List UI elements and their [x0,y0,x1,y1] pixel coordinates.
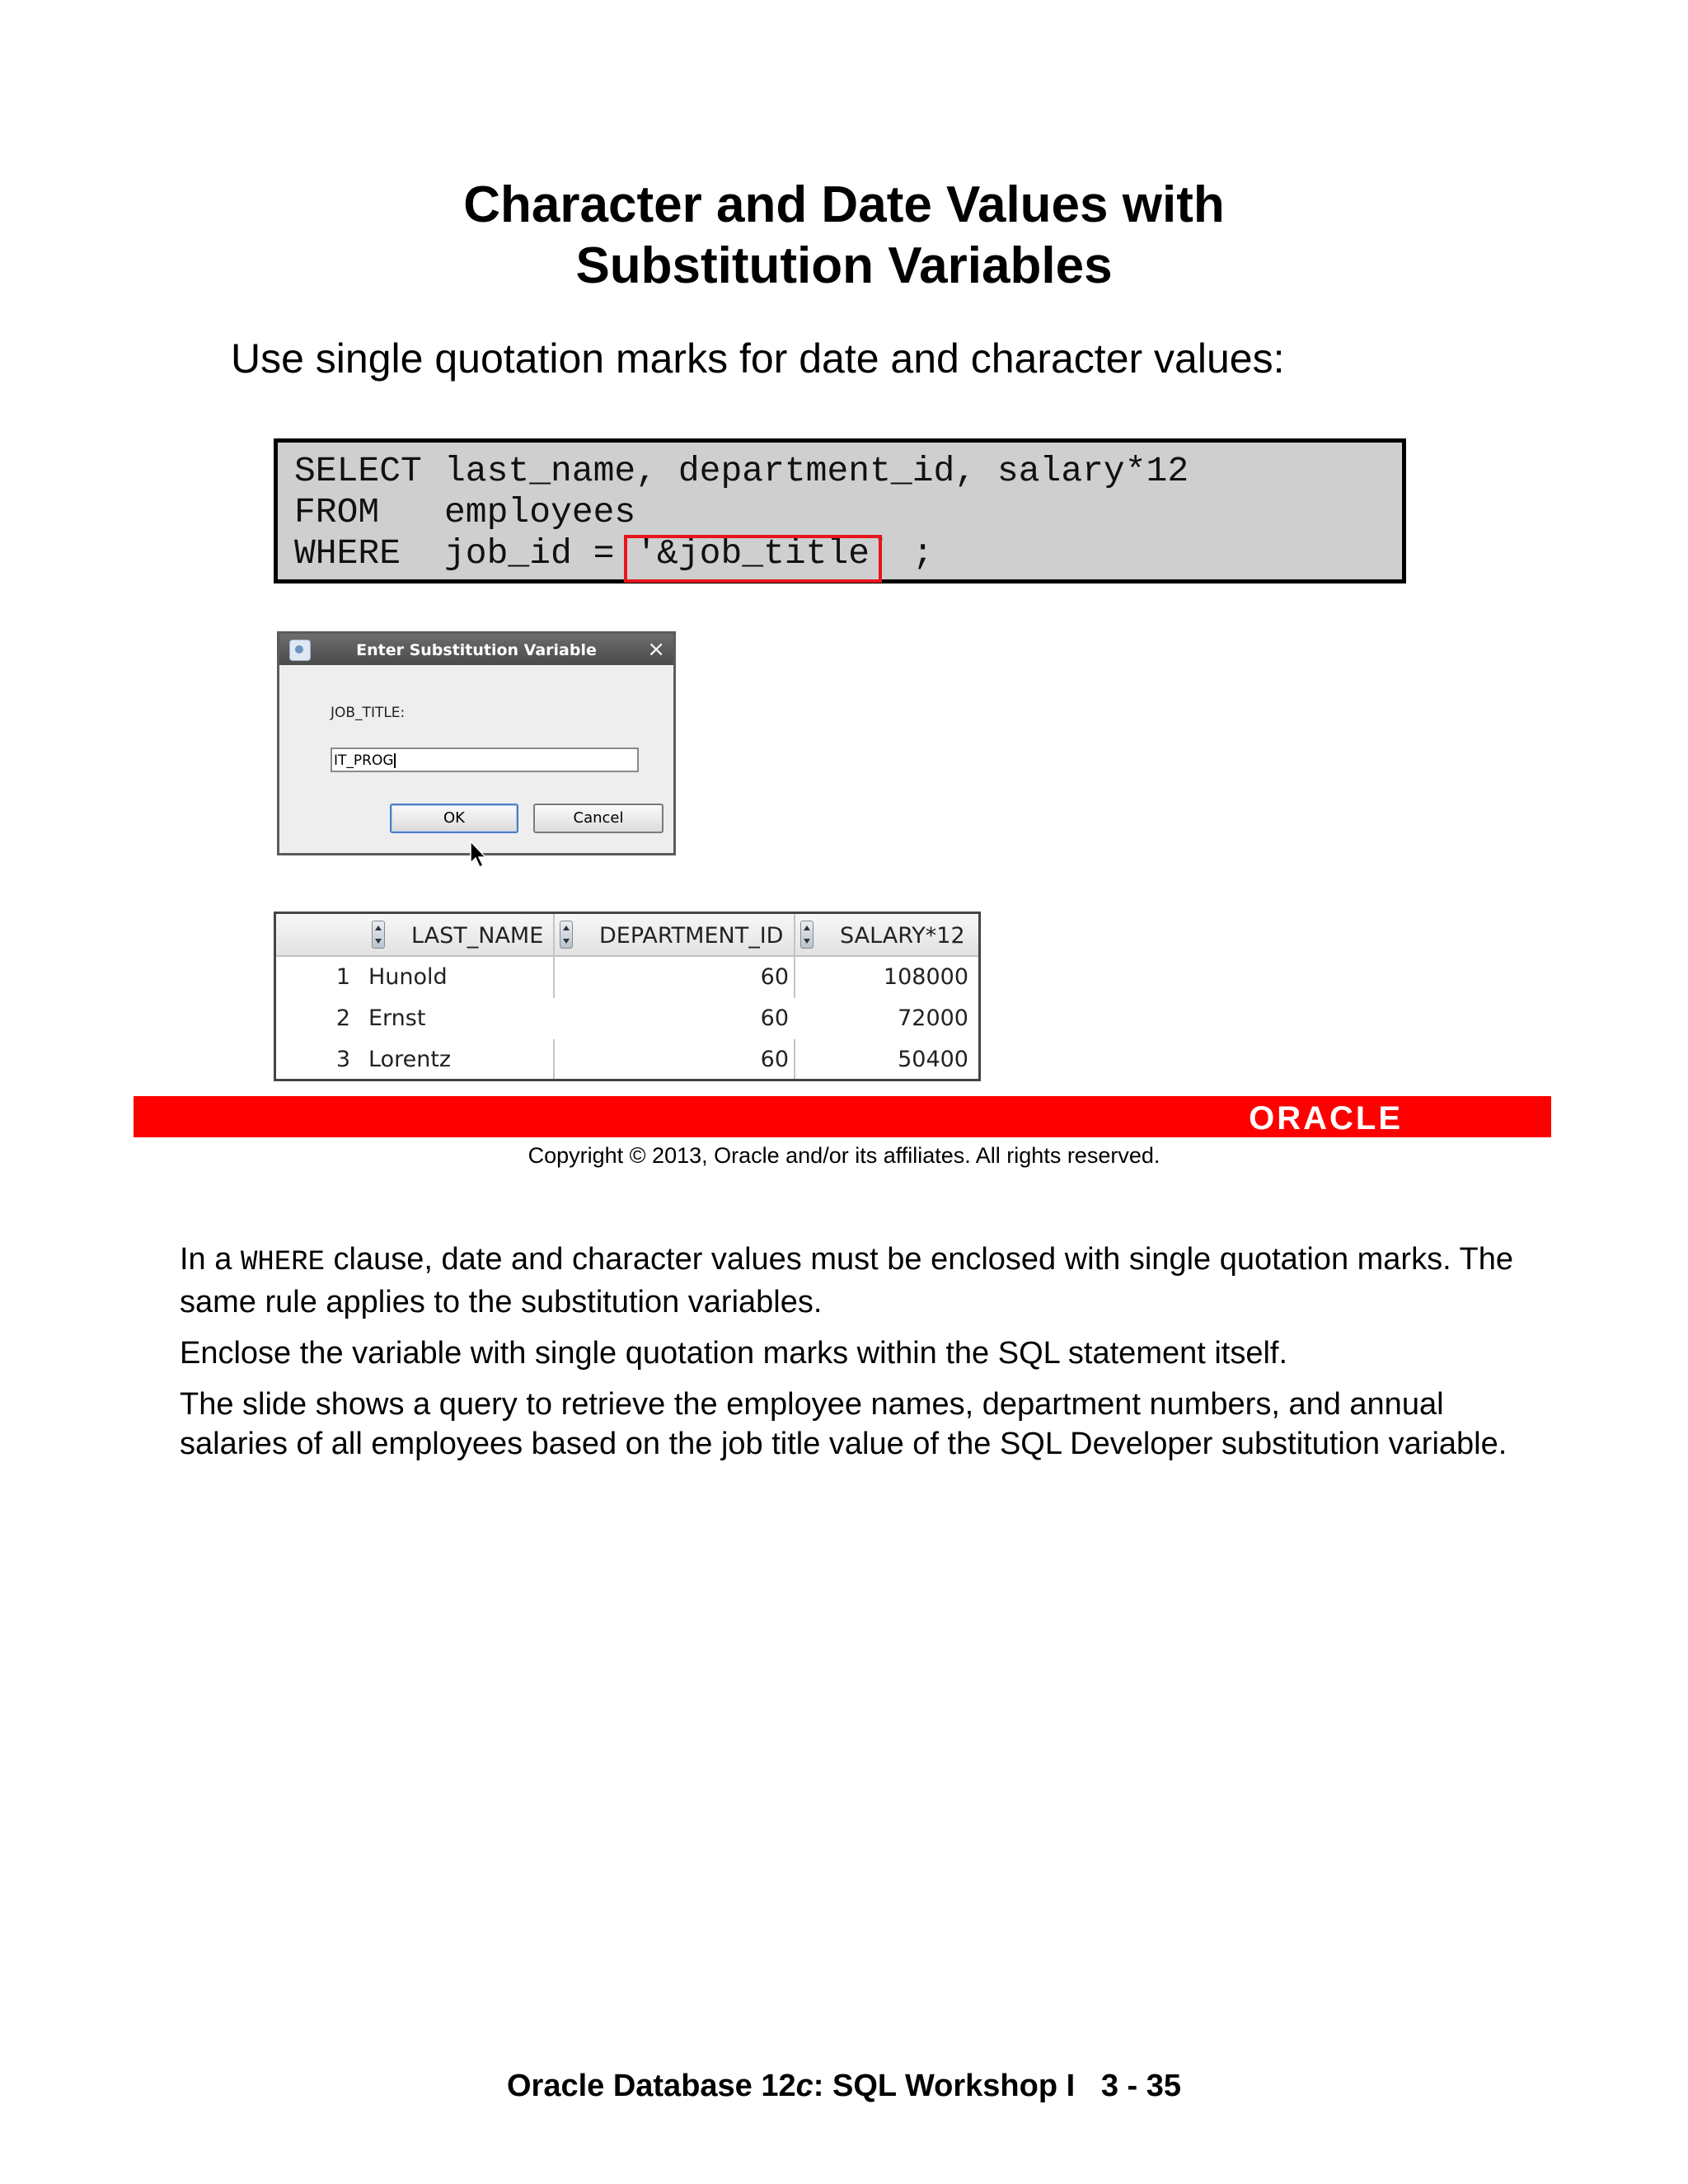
title-line-2: Substitution Variables [575,237,1113,294]
row-number: 3 [335,1047,350,1072]
table-row[interactable] [276,998,978,1039]
results-header [276,914,978,957]
oracle-red-band [134,1096,1551,1137]
cancel-button[interactable]: Cancel [533,804,663,833]
cell-department-id: 60 [760,1005,789,1031]
row-number: 1 [335,964,350,990]
sort-icon[interactable] [800,921,814,949]
cell-salary: 108000 [883,964,968,990]
column-header-last-name[interactable]: LAST_NAME [411,923,544,949]
code-substitution-variable: '&job_title' [635,533,891,574]
cell-salary: 72000 [898,1005,968,1031]
sql-code-box [274,438,1406,583]
job-title-input[interactable] [331,748,639,772]
oracle-logo: ORACLE [1249,1100,1403,1137]
code-select-list: last_name, department_id, salary*12 [444,451,1189,491]
highlight-box [624,535,882,583]
notes-section [180,1240,1531,1475]
cell-last-name: Ernst [368,1005,426,1031]
slide-subtitle: Use single quotation marks for date and character values: [231,335,1285,382]
dialog-title: Enter Substitution Variable [356,641,597,659]
note-paragraph-2: Enclose the variable with single quotation marks within the SQL statement itself. [180,1336,1288,1371]
cell-department-id: 60 [760,964,789,990]
cell-last-name: Hunold [368,964,448,990]
job-title-label: JOB_TITLE: [331,705,406,721]
code-keyword-select: SELECT [294,451,422,491]
text-caret [394,753,396,768]
column-header-salary[interactable]: SALARY*12 [840,923,965,949]
note-text: clause, date and character values must be enclosed with single quotation marks. The same rule applies to the substitution variables. [180,1242,1513,1319]
table-row[interactable] [276,957,978,998]
results-grid [274,912,981,1081]
note-text: In a [180,1242,241,1277]
cell-salary: 50400 [898,1047,968,1072]
code-where-suffix: ; [890,533,934,574]
slide-title [0,175,1688,297]
inline-code-where: WHERE [240,1247,325,1278]
copyright-text: Copyright © 2013, Oracle and/or its affiliates. All rights reserved. [528,1143,1160,1168]
code-table-name: employees [444,492,636,532]
mouse-pointer-icon [469,840,490,869]
code-line-1 [294,451,1189,492]
dialog-titlebar [279,634,673,665]
code-keyword-where: WHERE [294,533,401,574]
job-title-input-value: IT_PROG [334,752,394,769]
column-header-department-id[interactable]: DEPARTMENT_ID [599,923,784,949]
dialog-body [279,665,673,853]
page-footer [0,2069,1688,2104]
sort-icon[interactable] [372,921,385,949]
substitution-dialog [277,631,676,855]
close-icon[interactable]: × [647,637,665,662]
footer-product: Oracle Database 12 [506,2069,796,2103]
row-number: 2 [335,1005,350,1031]
sort-icon[interactable] [560,921,573,949]
note-paragraph-3: The slide shows a query to retrieve the employee names, department numbers, and annual salaries of all employees based on the job title value of the SQL Developer substitution variable. [180,1387,1507,1461]
note-paragraph-1 [180,1240,1531,1322]
code-keyword-from: FROM [294,492,380,532]
cell-department-id: 60 [760,1047,789,1072]
code-line-2 [294,492,635,533]
footer-version-letter: c [795,2069,814,2103]
ok-button[interactable]: OK [390,804,518,833]
code-where-prefix: job_id = [444,533,636,574]
title-line-1: Character and Date Values with [463,176,1225,233]
cell-last-name: Lorentz [368,1047,452,1072]
table-row[interactable] [276,1039,978,1080]
footer-course-page: : SQL Workshop I 3 - 35 [813,2069,1182,2103]
